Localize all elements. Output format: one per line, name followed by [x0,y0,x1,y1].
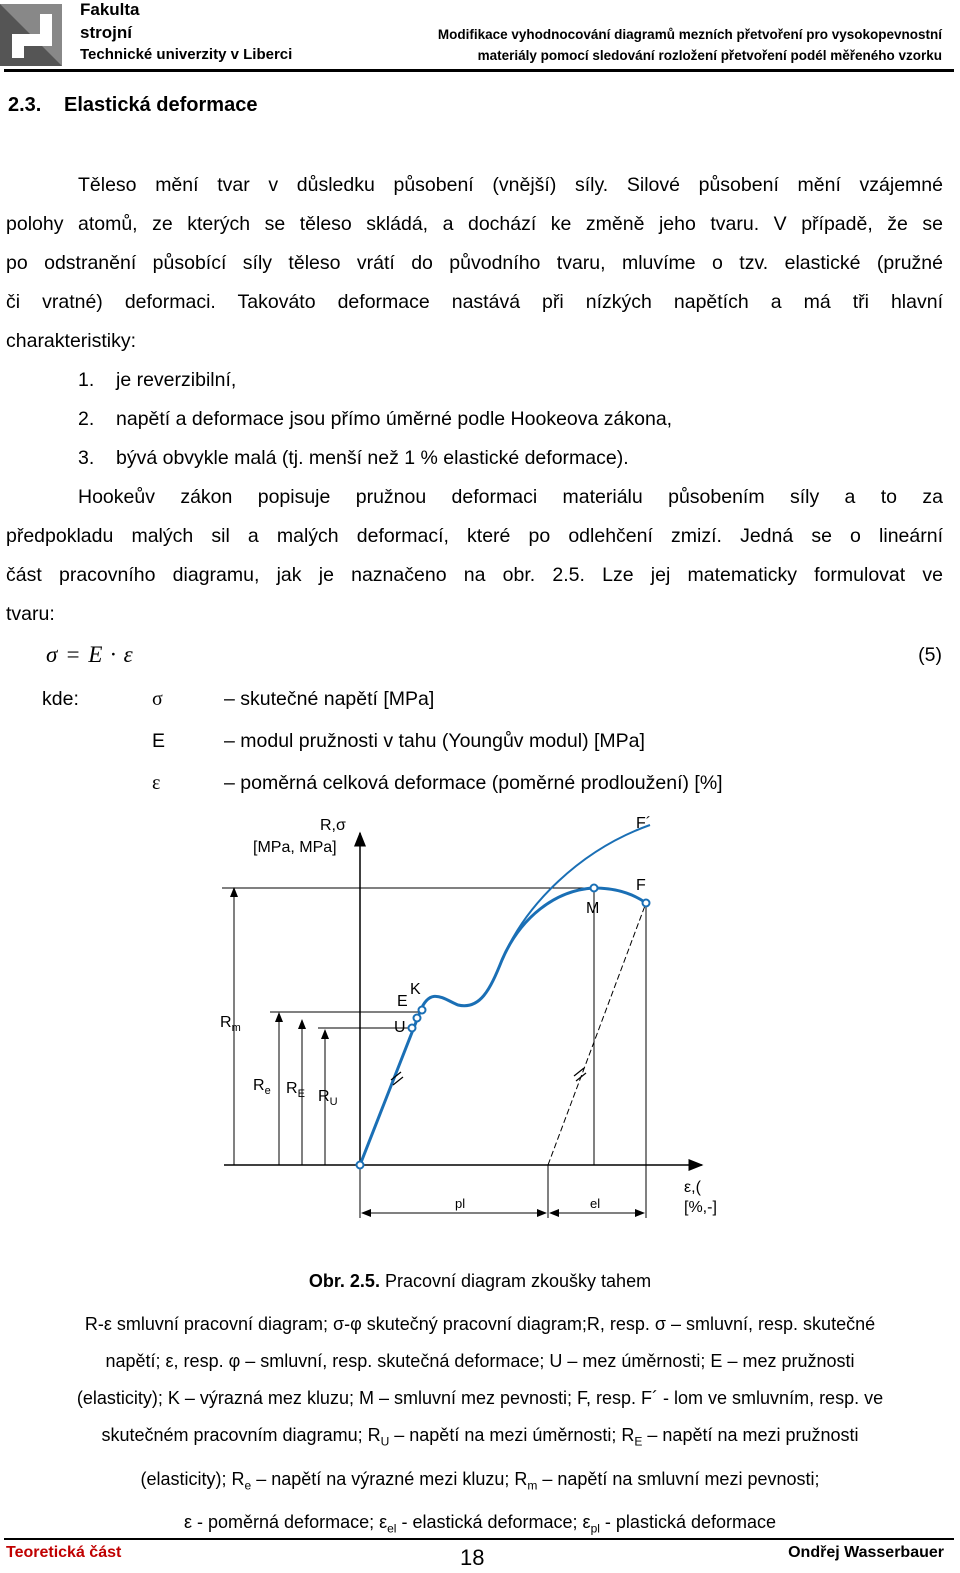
unloading-line [548,903,646,1165]
figure-legend [0,1306,960,1548]
figure-label: Obr. 2.5. [308,1271,380,1291]
point-f [643,900,650,907]
text-line: část pracovního diagramu, jak je naznačeno na obr. 2.5. Lze jej matematicky formulovat ve [6,564,943,586]
legend-line: (elasticity); $R_e$ – napětí na výrazné mezi kluzu; $R_m$ – napětí na smluvní mezi pevnosti; [140,1468,820,1493]
paragraph-1 [6,166,943,361]
faculty-logo [0,4,62,66]
label-rm: $R_m$ [220,1014,241,1034]
hooke-formula: σ = E · ε [46,642,133,667]
footer-rule [4,1538,954,1540]
definition-symbol: E [152,730,166,752]
label-f: F [636,877,646,894]
label-pl: pl [455,1196,466,1211]
label-k: K [410,981,421,998]
legend-line: (elasticity); K – výrazná mez kluzu; M – smluvní mez pevnosti; F, resp. F´ - lom ve smluvním, resp. ve [76,1388,884,1408]
text-line: polohy atomů, ze kterých se těleso skládá, a dochází ke změně jeho tvaru. V případě, že se [6,213,943,235]
definition-text: – skutečné napětí [MPa] [224,688,435,710]
x-axis-label: ε,( [684,1179,701,1196]
figure-caption-title [0,1271,960,1292]
point-e [414,1015,421,1022]
label-ru: $R_U$ [318,1088,338,1108]
logo-icon [0,4,62,66]
y-axis-label: R,σ [320,817,346,834]
label-rE: $R_E$ [286,1080,305,1100]
point-k [419,1007,426,1014]
thesis-title-2: materiály pomocí sledování rozložení přetvoření podél měřeného vzorku [477,48,942,63]
definition-text: – modul pružnosti v tahu (Youngův modul) [MPa] [224,730,645,752]
list-item: 1. je reverzibilní, [78,369,237,391]
definition-symbol: ε [152,772,161,794]
section-title: Elastická deformace [64,94,258,116]
label-e: E [397,993,408,1010]
text-line: Těleso mění tvar v důsledku působení (vnější) síly. Silové působení mění vzájemné [78,174,943,196]
text-line: či vratné) deformaci. Takováto deformace nastává při nízkých napětích a má tři hlavní [6,291,943,313]
list-item: 2. napětí a deformace jsou přímo úměrné podle Hookeova zákona, [78,408,673,430]
formula-number: (5) [918,644,942,666]
definition-text: – poměrná celková deformace (poměrné prodloužení) [%] [224,772,723,794]
legend-line: skutečném pracovním diagramu; $R_U$ – napětí na mezi úměrnosti; $R_E$ – napětí na mezi pružnosti [101,1425,859,1449]
text-line: předpokladu malých sil a malých deformací, které po odlehčení zmizí. Jedná se o lineární [6,525,943,547]
x-axis-unit: [%,-] [684,1199,717,1216]
faculty-name-3: Technické univerzity v Liberci [80,46,293,63]
kde-label: kde: [42,688,79,710]
label-re: $R_e$ [253,1077,271,1097]
section-number: 2.3. [8,94,42,116]
label-m: M [586,900,600,917]
list-item: 3. bývá obvykle malá (tj. menší než 1 % elastické deformace). [78,447,629,469]
text-line: Hookeův zákon popisuje pružnou deformaci materiálu působením síly a to za [78,486,943,508]
figure-title: Pracovní diagram zkoušky tahem [379,1271,652,1291]
paragraph-2 [6,478,943,634]
legend-line: R-ε smluvní pracovní diagram; σ-φ skutečný pracovní diagram;R, resp. σ – smluvní, resp. skutečné [84,1314,876,1334]
footer-right: Ondřej Wasserbauer [788,1544,944,1561]
thesis-title-1: Modifikace vyhodnocování diagramů mezních přetvoření pro vysokopevnostní [437,27,942,42]
footer-left: Teoretická část [6,1544,122,1561]
header-rule [4,69,954,72]
stress-strain-diagram [0,800,960,1240]
legend-line: ε - poměrná deformace; $\varepsilon_{el}$ - elastická deformace; $\varepsilon_{pl}$ - plastická deformace [183,1512,776,1536]
text-line: charakteristiky: [6,330,137,352]
label-f-prime: F´ [636,815,652,832]
definition-symbol: σ [152,688,163,710]
point-u [409,1025,416,1032]
text-line: po odstranění působící síly těleso vrátí do původního tvaru, mluvíme o tzv. elastické (pružné [6,252,943,274]
text-line: tvaru: [6,603,55,625]
point-m [591,885,598,892]
label-el: el [590,1196,601,1211]
point-origin [357,1162,364,1169]
faculty-name-1: Fakulta [80,0,140,19]
legend-line: napětí; ε, resp. φ – smluvní, resp. skutečná deformace; U – mez úměrnosti; E – mez pružnosti [105,1351,855,1371]
y-axis-unit: [MPa, MPa] [253,839,337,856]
faculty-name-2: strojní [80,23,132,42]
characteristics-list [78,361,672,478]
label-u: U [394,1019,406,1036]
page-number: 18 [460,1545,485,1570]
